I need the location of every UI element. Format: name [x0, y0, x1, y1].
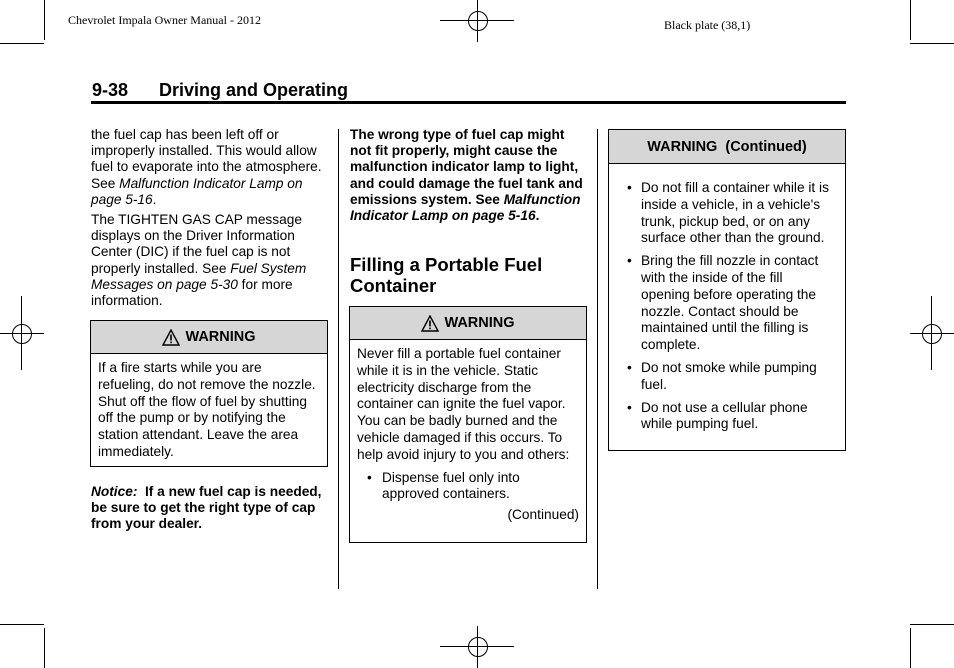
page-number: 9-38 — [92, 80, 129, 100]
column-divider — [338, 129, 339, 589]
list-item: • Bring the fill nozzle in contact with the inside of the fill opening before operating the nozzle. Contact should be maintained until the filling is complete. — [627, 253, 819, 353]
cross-reference[interactable]: Malfunction Indicator Lamp on page 5-16 — [350, 191, 581, 224]
column-1 — [91, 127, 327, 313]
notice — [91, 484, 327, 533]
list-item: • Do not use a cellular phone while pumping fuel. — [627, 399, 808, 432]
warning-header — [91, 321, 327, 354]
warning-box-continued — [608, 129, 846, 451]
cross-reference[interactable]: Malfunction Indicator Lamp on page 5-16 — [91, 175, 303, 207]
continued-label: (Continued) — [507, 507, 579, 523]
crop-mark — [44, 628, 45, 668]
bullet-icon: • — [627, 180, 632, 195]
warning-triangle-icon — [162, 329, 180, 346]
warning-title: WARNING (Continued) — [647, 138, 807, 155]
bullet-icon: • — [627, 253, 632, 269]
page-header — [92, 80, 348, 101]
registration-mark-bottom — [440, 626, 514, 668]
registration-mark-top — [440, 0, 514, 42]
header-rule — [91, 101, 846, 104]
list-item: • Do not smoke while pumping fuel. — [627, 359, 817, 392]
warning-header — [609, 130, 845, 164]
warning-body: Never fill a portable fuel container while it is in the vehicle. Static electricity discharge from the container can ignite the fuel vapor. You can be badly burned and the vehicle damaged if this occurs. To help avoid injury to you and others: — [357, 346, 570, 462]
column-divider — [597, 129, 598, 589]
registration-mark-left — [0, 296, 44, 370]
warning-title: WARNING — [185, 329, 256, 345]
warning-body: If a fire starts while you are refueling, do not remove the nozzle. Shut off the flow of fuel by shutting off the pump or by notifying the station attendant. Leave the area immediately. — [98, 360, 316, 459]
warning-box — [349, 306, 587, 543]
warning-title: WARNING — [444, 315, 515, 331]
list-item: • Dispense fuel only into approved containers. — [367, 469, 520, 502]
crop-mark — [910, 43, 954, 44]
warning-header — [350, 307, 586, 340]
manual-title: Chevrolet Impala Owner Manual - 2012 — [68, 13, 261, 27]
crop-mark — [0, 43, 44, 44]
notice-label: Notice: — [91, 484, 138, 499]
cross-reference[interactable]: Fuel System Messages on page 5-30 — [91, 260, 307, 292]
paragraph: the fuel cap has been left off or improperly installed. This would allow fuel to evaporate into the atmosphere. See Malfunction Indicator Lamp on page 5-16. — [91, 127, 322, 207]
crop-mark — [910, 0, 911, 40]
section-title: Driving and Operating — [159, 80, 349, 100]
list-item: • Do not fill a container while it is inside a vehicle, in a vehicle's trunk, pickup bed, or on any surface other than the ground. — [627, 180, 829, 246]
column-2-intro: The wrong type of fuel cap might not fit properly, might cause the malfunction indicator lamp to light, and could damage the fuel tank and emissions system. See Malfunction Indicator Lamp on page 5-16. — [350, 127, 583, 224]
bullet-icon: • — [627, 399, 632, 415]
plate-label: Black plate (38,1) — [664, 18, 751, 32]
notice-text: If a new fuel cap is needed, be sure to get the right type of cap from your dealer. — [91, 484, 322, 532]
crop-mark — [0, 624, 44, 625]
registration-mark-right — [910, 296, 954, 370]
bullet-icon: • — [367, 469, 372, 485]
paragraph: The TIGHTEN GAS CAP message displays on the Driver Information Center (DIC) if the fuel cap is not properly installed. See Fuel System Messages on page 5-30 for more information. — [91, 212, 307, 309]
warning-triangle-icon — [421, 315, 439, 332]
crop-mark — [910, 624, 954, 625]
crop-mark — [44, 0, 45, 40]
bullet-icon: • — [627, 359, 632, 375]
section-heading: Filling a Portable Fuel Container — [350, 254, 543, 296]
crop-mark — [910, 628, 911, 668]
warning-box — [90, 320, 328, 467]
